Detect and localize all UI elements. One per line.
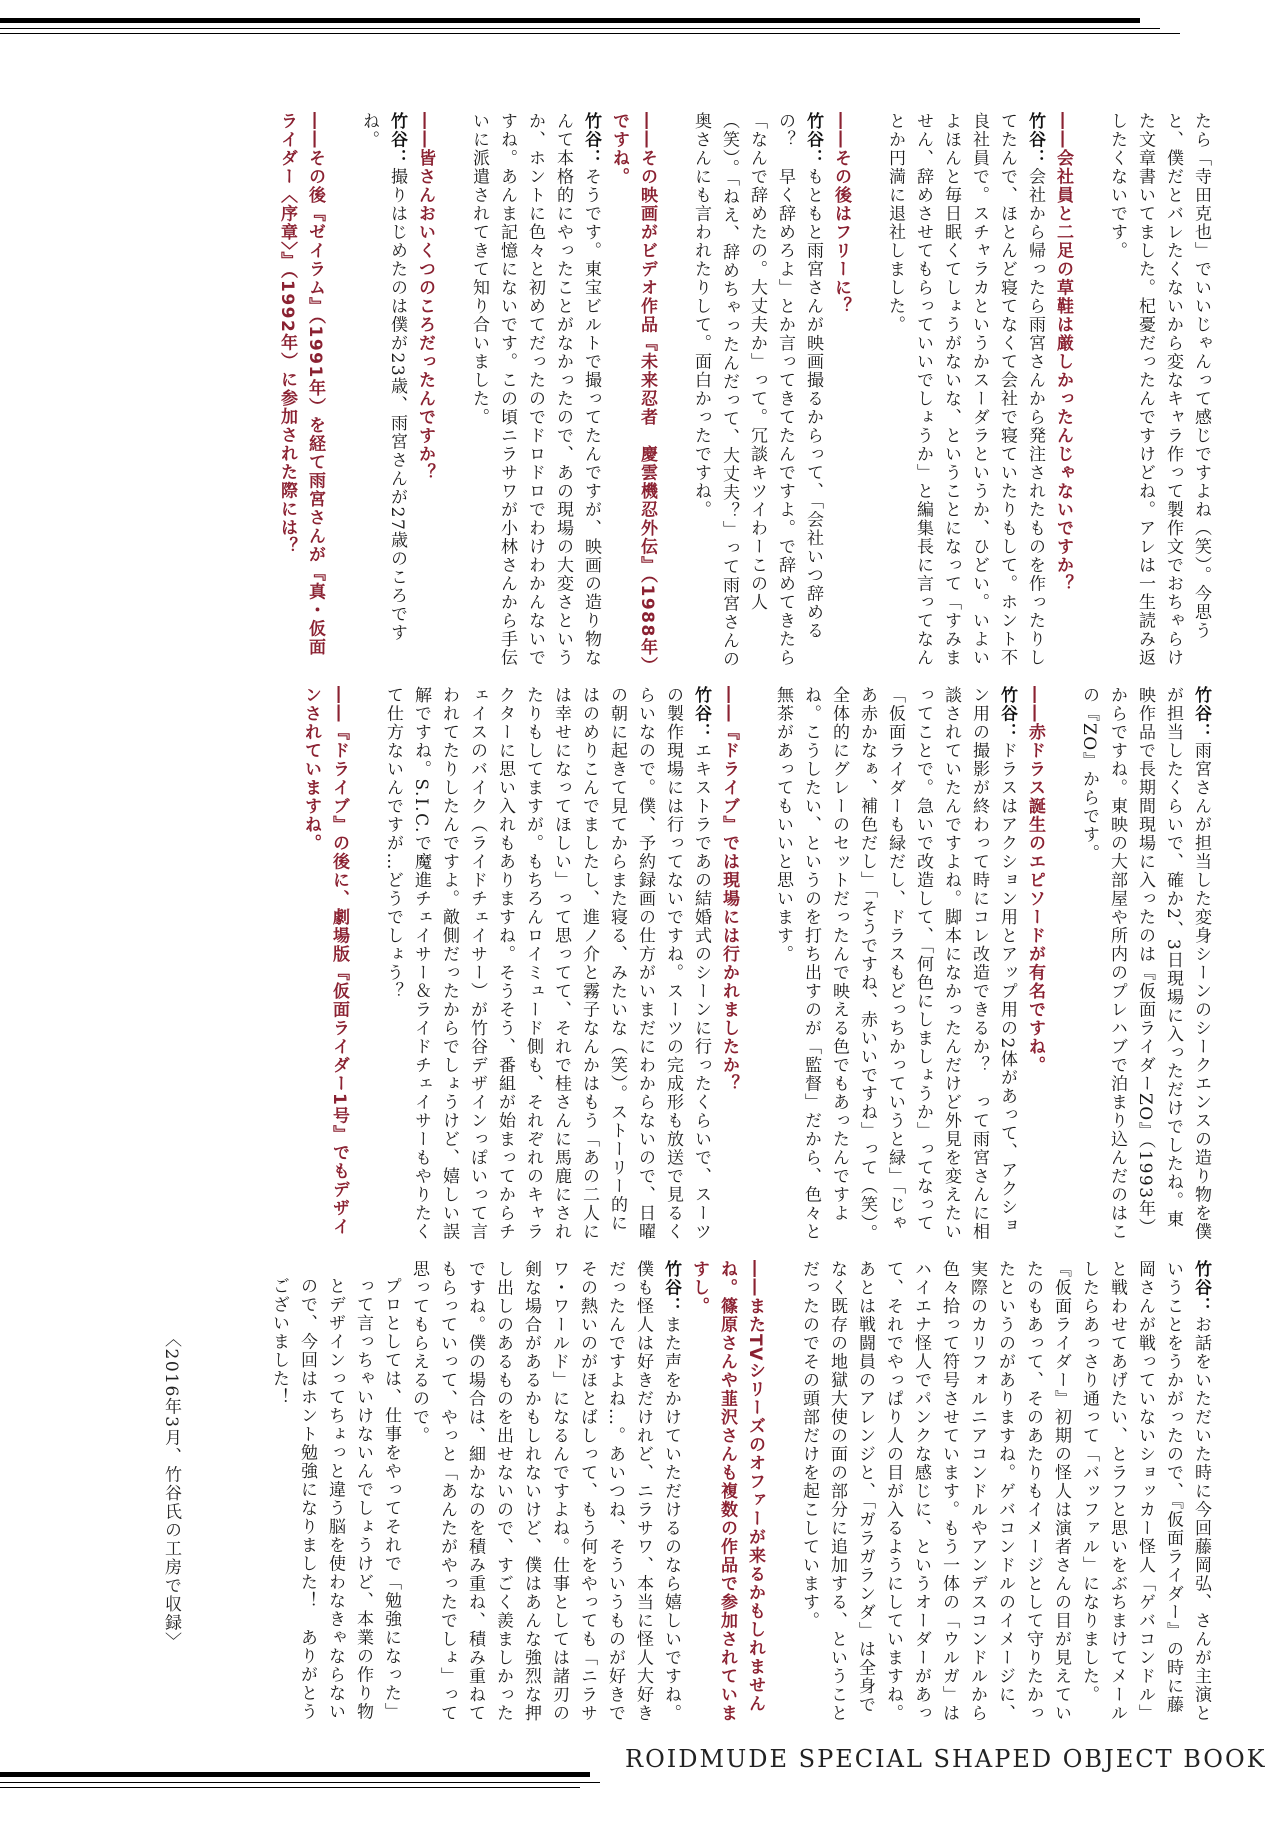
qa-block xyxy=(687,112,855,672)
answer-text: 会社から帰ったら雨宮さんから発注されたものを作ったりしてたんで、ほとんど寝てなくて会社で寝ていたりもして。ホント不良社員で。スチャラカというかスーダラというか、ひどい。いよいよほんと毎日眠くてしょうがないな、ということになって「すみません、辞めさせてもらっていいでしょうか」と編集長に言ってなんとか円満に退社しました。 xyxy=(885,112,1045,667)
speaker-label: 竹谷： xyxy=(1191,686,1211,742)
answer-text: エキストラであの結婚式のシーンに行ったくらいで、スーツの製作現場には行ってないですね。スーツの完成形も放送で見るくらいなので。僕、予約録画の仕方がいまだにわからないので、日曜の朝に起きて見てからまた寝る、みたいな（笑）。ストーリー的にはのめりこんでましたし、進ノ介と霧子なんかはもう「あの二人には幸せになってほしい」って思ってて、それで桂さんに馬鹿にされたりもしてますが。もちろんロイミュード側も、それぞれのキャラクターに思い入れもありますね。そうそう、番組が始まってからチェイスのバイク（ライドチェイサー）が竹谷デザインっぽいって言われてたりしたんですよ。敵側だったからでしょうけど、嬉しい誤解ですね。S.I.C.で魔進チェイサー＆ライドチェイサーもやりたくて仕方ないんですが…どうでしょう？ xyxy=(383,686,711,1241)
article-tier-3 xyxy=(95,1260,1215,1730)
qa-block xyxy=(265,1260,769,1730)
speaker-label: 竹谷： xyxy=(997,686,1017,742)
speaker-label: 竹谷： xyxy=(803,112,823,168)
qa-block xyxy=(355,112,439,672)
qa-block xyxy=(769,686,1049,1246)
qa-block xyxy=(465,112,661,672)
question-heading: ――その後はフリーに？ xyxy=(831,112,851,316)
footer-rule-thick xyxy=(0,1772,590,1777)
article-tier-1 xyxy=(95,112,1215,672)
speaker-label: 竹谷： xyxy=(581,112,601,168)
qa-block xyxy=(1075,686,1215,1246)
header-rule-thin xyxy=(0,28,1160,29)
qa-block xyxy=(297,686,353,1246)
answer-text: もともと雨宮さんが映画撮るからって、「会社いつ辞めるの？ 早く辞めろよ」とか言ってきてたんですよ。で辞めてきたら「なんで辞めたの。大丈夫か」って。冗談キツイわーこの人（笑）。「ねえ、辞めちゃったんだって、大丈夫？」って雨宮さんの奥さんにも言われたりして。面白かったですね。 xyxy=(691,112,823,669)
answer-text: また声をかけていただけるのなら嬉しいですね。僕も怪人は好きだけれど、ニラサワ、本当に怪人大好きだったんですよね…。あいつね、そういうものが好きでその熱いのがほとばしって、もう何をやっても「ニラサワ・ワールド」になるんですよね。仕事としては諸刃の剣な場合があるかもしれないけど、僕はあんな強烈な押し出しのあるものを出せないので、すごく羨ましかったですね。僕の場合は、細かなのを積み重ね、積み重ねてもらっていって、やっと「あんたがやったでしょ」って思ってもらえるので。 xyxy=(409,1260,681,1723)
article-tier-2 xyxy=(95,686,1215,1246)
speaker-label: 竹谷： xyxy=(691,686,711,742)
footer-rule-thin-2 xyxy=(0,1787,580,1788)
answer-text: お話をいただいた時に今回藤岡弘、さんが主演ということをうかがったので、『仮面ライダー』の時に藤岡さんが戦っていないショッカー怪人「ゲバコンドル」と戦わせてあげたい、とラフと思いをぶちまけてメールしたらあっさり通って「バッファル」になりました。『仮面ライダー』初期の怪人は演者さんの目が見えていたのもあって、そのあたりもイメージとして守りたかったというのがありますね。ゲバコンドルのイメージに、実際のカリフォルニアコンドルやアンデスコンドルから色々拾って符号させています。もう一体の「ウルガ」はハイエナ怪人でパンクな感じに、というオーダーがあって、それでやっぱり人の目が入るようにしていますね。あとは戦闘員のアレンジと、「ガラガランダ」は全身でなく既存の地獄大使の面の部分に追加する、ということだったのでその頭部だけを起こしています。 xyxy=(799,1260,1211,1723)
answer-text: ドラスはアクション用とアップ用の2体があって、アクション用の撮影が終わって時にコレ改造できるか？ って雨宮さんに相談されていたんですよね。脚本になかったんだけど外見を変えたいってことで。急いで改造して、「何色にしましょうか」ってなって「仮面ライダーも緑だし、ドラスもどっちかっていうと緑」「じゃあ赤かなぁ、補色だし」「そうですね、赤いいですね」って（笑）。全体的にグレーのセットだったんで映える色でもあったんですよね。こうしたい、というのを打ち出すのが「監督」だから、色々と無茶があってもいいと思います。 xyxy=(773,686,1017,1243)
question-heading: ――赤ドラス誕生のエピソードが有名ですね。 xyxy=(1025,686,1045,1075)
paragraph xyxy=(1103,112,1215,672)
question-heading: ――『ドライブ』では現場には行かれましたか？ xyxy=(719,686,739,1093)
book-title-footer: ROIDMUDE SPECIAL SHAPED OBJECT BOOK xyxy=(625,1745,1267,1773)
question-heading: ――皆さんおいくつのころだったんですか？ xyxy=(415,112,435,482)
question-heading: ――またTVシリーズのオファーが来るかもしれませんね。篠原さんや韮沢さんも複数の作品で参加されていますし。 xyxy=(689,1260,765,1723)
qa-block xyxy=(795,1260,1215,1730)
qa-block xyxy=(379,686,743,1246)
question-heading: ――『ドライブ』の後に、劇場版『仮面ライダー1号』でもデザインされていますね。 xyxy=(301,686,349,1236)
recording-caption: 〈2016年3月、竹谷氏の工房で収録〉 xyxy=(161,1330,181,1651)
speaker-label: 竹谷： xyxy=(1191,1260,1211,1316)
header-rule-thick xyxy=(0,18,1140,23)
answer-text: そうです。東宝ビルトで撮ってたんですが、映画の造り物なんて本格的にやったことがなかったので、あの現場の大変さというか、ホントに色々と初めてだったのでドロドロでわけわかんないですね。あんま記憶にないです。この頃ニラサワが小林さんから手伝いに派遣されてきて知り合いました。 xyxy=(469,112,601,667)
speaker-label: 竹谷： xyxy=(387,112,407,168)
question-heading: ――その映画がビデオ作品『未来忍者 慶雲機忍外伝』（1988年）ですね。 xyxy=(609,112,657,667)
qa-block xyxy=(881,112,1077,672)
question-heading: ――会社員と二足の草鞋は厳しかったんじゃないですか？ xyxy=(1053,112,1073,593)
question-heading: ――その後『ゼイラム』（1991年）を経て雨宮さんが『真・仮面ライダー〈序章〉』（1992年）に参加された際には？ xyxy=(277,112,325,657)
speaker-label: 竹谷： xyxy=(1025,112,1045,168)
answer-text: 撮りはじめたのは僕が23歳、雨宮さんが27歳のころですね。 xyxy=(359,112,407,643)
body-text: たら「寺田克也」でいいじゃんって感じですよね（笑）。今思うと、僕だとバレたくないから変なキャラ作って製作文でおちゃらけた文章書いてました。杞憂だったんですけどね。アレは一生読み返したくないです。 xyxy=(1107,112,1211,667)
header-rule-thin-2 xyxy=(0,33,1180,34)
answer-text: 雨宮さんが担当した変身シーンのシークエンスの造り物を僕が担当したくらいで、確か2、3日現場に入っただけでしたね。東映作品で長期間現場に入ったのは『仮面ライダーZO』（1993年）からですね。東映の大部屋や所内のプレハブで泊まり込んだのはこの『ZO』からです。 xyxy=(1079,686,1211,1241)
qa-block xyxy=(273,112,329,672)
footer-rule-thin xyxy=(0,1782,600,1783)
answer-text: プロとしては、仕事をやってそれで「勉強になった」って言っちゃいけないんでしょうけど、本業の作り物とデザインってちょっと違う脳を使わなきゃならないので、今回はホント勉強になりました！ ありがとうございました！ xyxy=(269,1277,401,1721)
speaker-label: 竹谷： xyxy=(661,1260,681,1316)
